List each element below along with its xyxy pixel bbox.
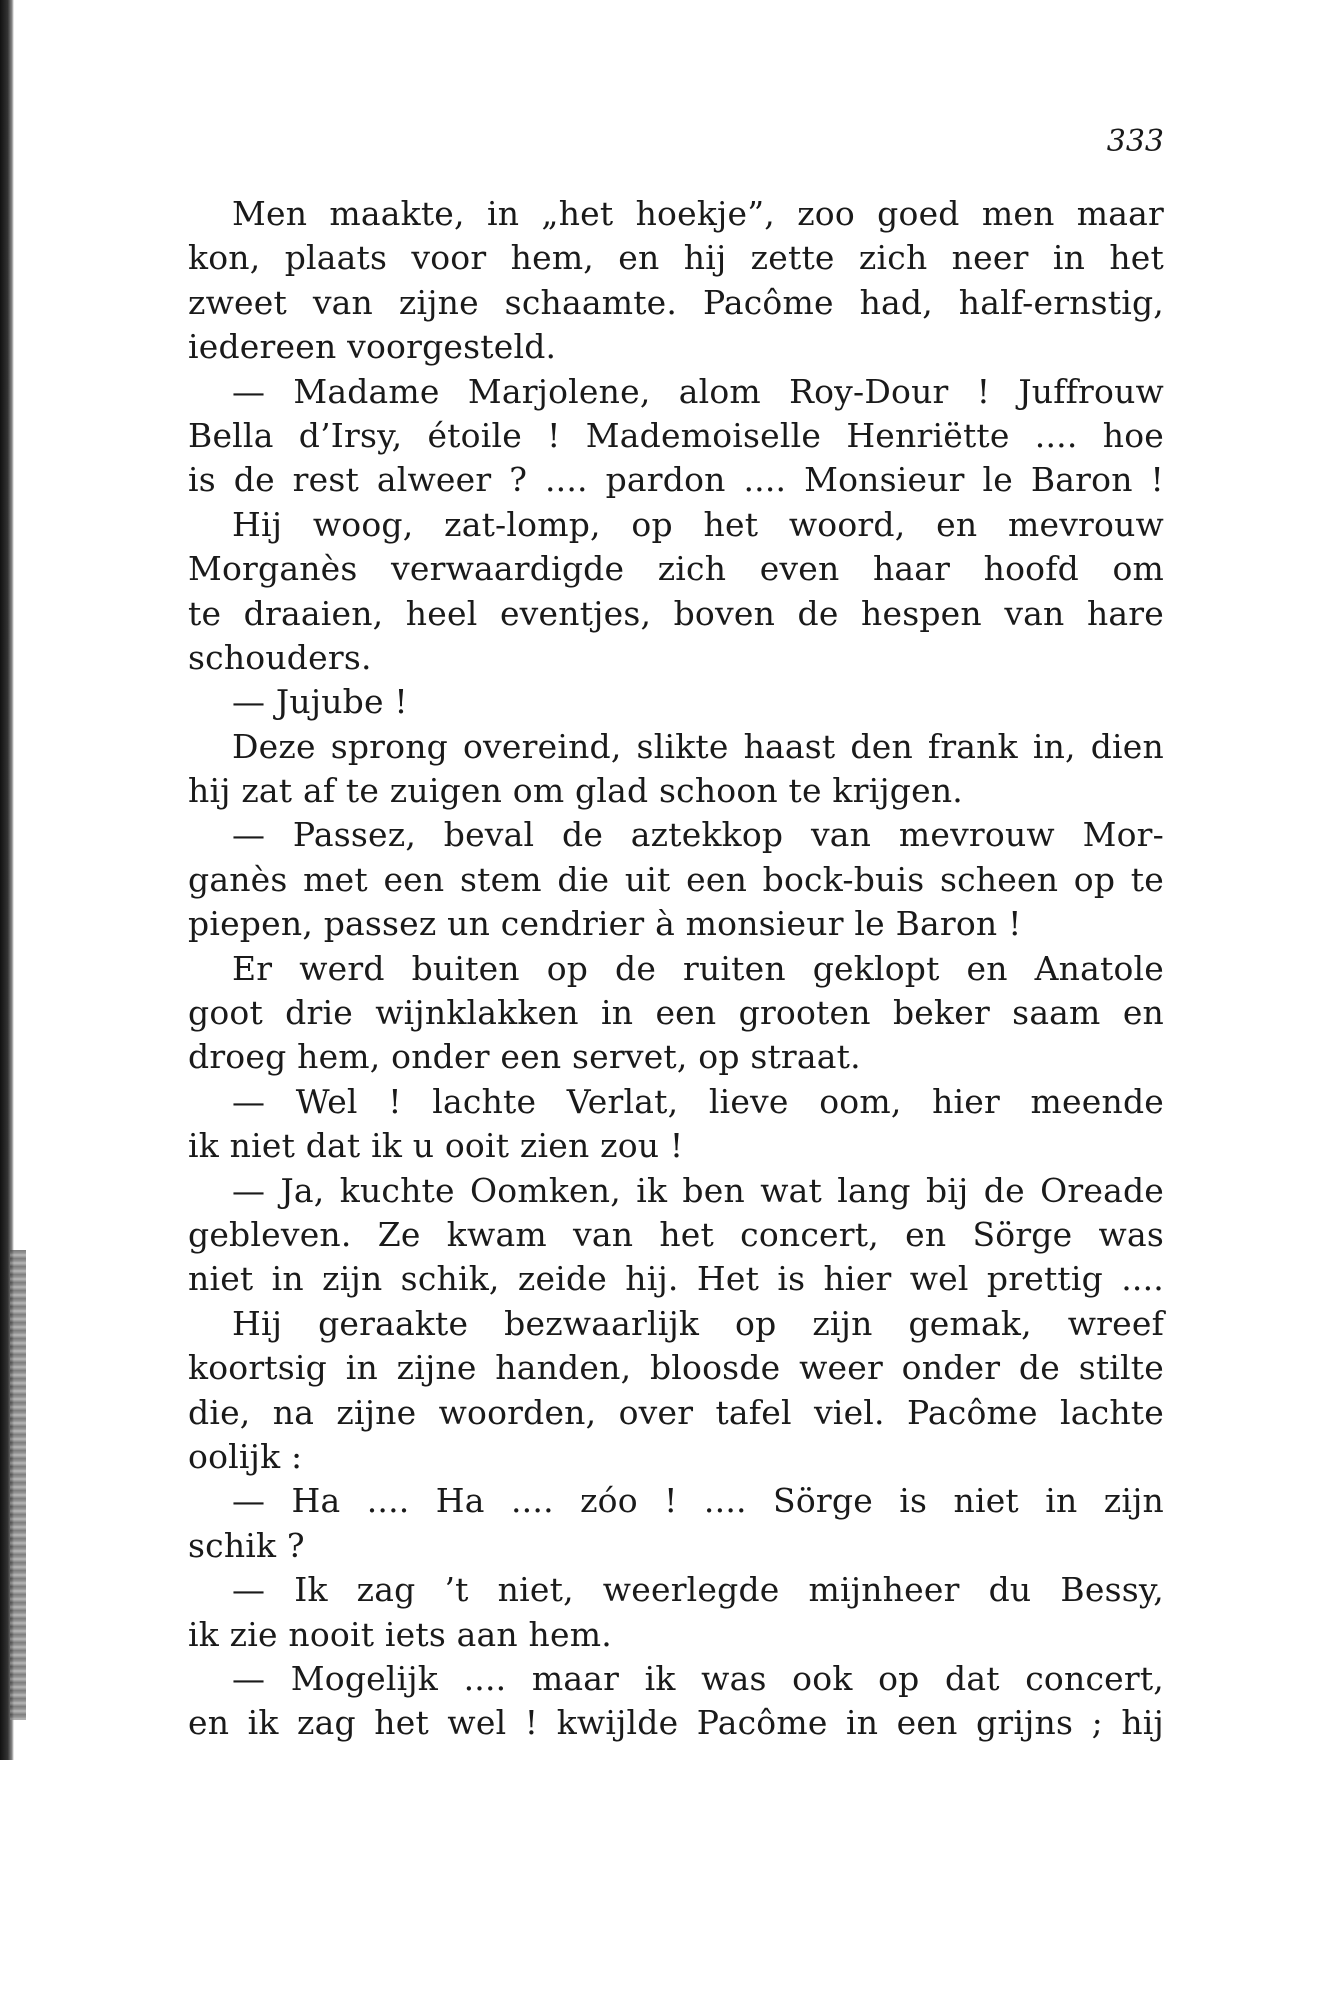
text-line: — Ja, kuchte Oomken, ik ben wat lang bij de Oreade [232, 1170, 1164, 1210]
text-line: niet in zijn schik, zeide hij. Het is hier wel prettig .... [188, 1259, 1164, 1299]
text-line: — Ha .... Ha .... zóo ! .... Sörge is niet in zijn [232, 1481, 1164, 1521]
text-line: ik niet dat ik u ooit zien zou ! [188, 1126, 684, 1166]
text-line: schik ? [188, 1525, 305, 1565]
text-line: — Mogelijk .... maar ik was ook op dat concert, [232, 1658, 1164, 1698]
text-line: goot drie wijnklakken in een grooten beker saam en [188, 993, 1164, 1033]
text-line: ganès met een stem die uit een bock-buis scheen op te [188, 859, 1164, 899]
text-line: schouders. [188, 637, 372, 677]
page-number: 333 [1106, 124, 1164, 159]
text-line: die, na zijne woorden, over tafel viel. Pacôme lachte [188, 1392, 1164, 1432]
text-line: hij zat af te zuigen om glad schoon te krijgen. [188, 771, 963, 811]
text-line: zweet van zijne schaamte. Pacôme had, half-ernstig, [188, 282, 1164, 322]
text-line: te draaien, heel eventjes, boven de hespen van hare [188, 593, 1164, 633]
text-line: — Wel ! lachte Verlat, lieve oom, hier meende [232, 1081, 1164, 1121]
book-page [188, 120, 1164, 1746]
page-text-body [188, 192, 1164, 1746]
text-line: Men maakte, in „het hoekje”, zoo goed men maar [232, 194, 1164, 233]
text-line: Er werd buiten op de ruiten geklopt en Anatole [232, 948, 1164, 988]
text-line: ik zie nooit iets aan hem. [188, 1614, 612, 1654]
text-line: en ik zag het wel ! kwijlde Pacôme in een grijns ; hij [188, 1703, 1164, 1743]
text-line: Bella d’Irsy, étoile ! Mademoiselle Henriëtte .... hoe [188, 415, 1164, 455]
text-line: Hij geraakte bezwaarlijk op zijn gemak, wreef [232, 1303, 1164, 1343]
text-line: Hij woog, zat-lomp, op het woord, en mevrouw [232, 504, 1164, 544]
text-line: Deze sprong overeind, slikte haast den frank in, dien [232, 726, 1164, 766]
text-line: is de rest alweer ? .... pardon .... Monsieur le Baron ! [188, 460, 1164, 500]
text-line: — Ik zag ’t niet, weerlegde mijnheer du Bessy, [232, 1570, 1164, 1610]
text-line: — Passez, beval de aztekkop van mevrouw Mor- [232, 815, 1164, 855]
text-line: oolijk : [188, 1436, 303, 1476]
text-line: koortsig in zijne handen, bloosde weer onder de stilte [188, 1348, 1164, 1388]
text-line: Morganès verwaardigde zich even haar hoofd om [188, 549, 1164, 589]
text-line: — Jujube ! [232, 682, 408, 722]
book-spine-binding [10, 1250, 26, 1720]
text-line: — Madame Marjolene, alom Roy-Dour ! Juffrouw [232, 371, 1164, 411]
text-line: piepen, passez un cendrier à monsieur le Baron ! [188, 904, 1022, 944]
text-line: droeg hem, onder een servet, op straat. [188, 1037, 861, 1077]
text-line: gebleven. Ze kwam van het concert, en Sörge was [188, 1214, 1164, 1254]
text-line: kon, plaats voor hem, en hij zette zich neer in het [188, 238, 1164, 278]
text-line: iedereen voorgesteld. [188, 327, 557, 367]
